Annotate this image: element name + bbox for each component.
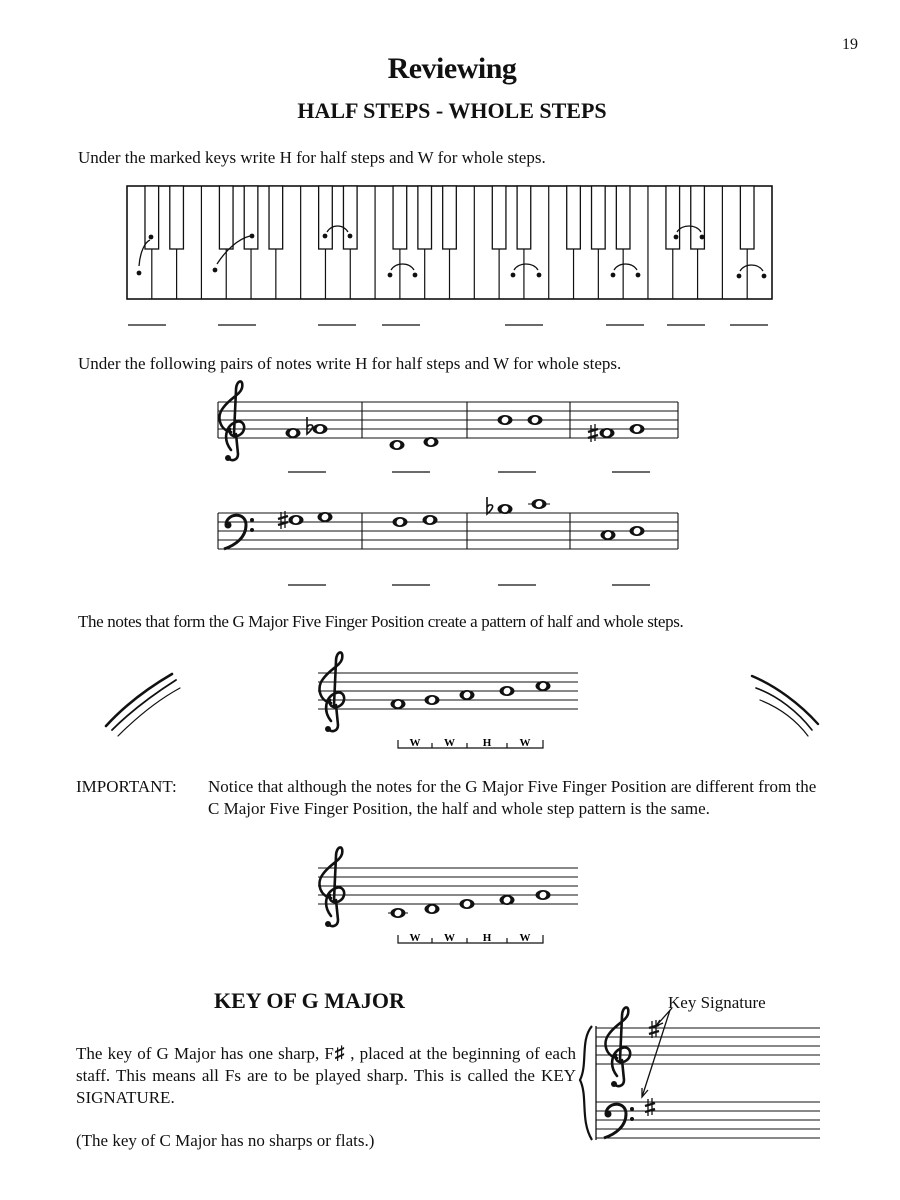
step-label: W	[519, 932, 531, 944]
black-key	[740, 186, 754, 249]
black-key	[319, 186, 333, 249]
step-label: W	[444, 737, 455, 749]
g-major-step-pattern	[398, 737, 543, 749]
key-paragraph-start: The key of G Major has one sharp, F	[76, 1044, 334, 1063]
treble-exercise-staff	[218, 381, 678, 461]
piano-keyboard	[127, 186, 772, 299]
key-paragraph-end: , placed at the beginning of each staff. This means all Fs are to be played sharp. This is called the KEY SIGNATURE.	[76, 1044, 577, 1107]
black-key	[666, 186, 680, 249]
important-text: Notice that although the notes for the G Major Five Finger Position are different from the C Major Five Finger Position, the half and whole step pattern is the same.	[208, 777, 817, 818]
decorative-strokes-right	[752, 676, 818, 736]
black-key	[567, 186, 581, 249]
page-number: 19	[842, 36, 858, 53]
black-key	[343, 186, 357, 249]
black-key	[616, 186, 630, 249]
notes-instruction: Under the following pairs of notes write H for half steps and W for whole steps.	[78, 354, 622, 373]
g-major-instruction: The notes that form the G Major Five Finger Position create a pattern of half and whole steps.	[78, 612, 684, 631]
g-major-position-staff	[318, 652, 578, 732]
black-key	[691, 186, 705, 249]
step-label: W	[409, 737, 421, 749]
sharp-symbol: ♯	[333, 1043, 346, 1064]
key-of-g-major-heading: KEY OF G MAJOR	[214, 988, 405, 1013]
step-label: H	[482, 737, 492, 749]
step-label: W	[409, 932, 421, 944]
page-title: Reviewing	[387, 52, 517, 85]
step-label: W	[519, 737, 531, 749]
black-key	[145, 186, 159, 249]
black-key	[219, 186, 233, 249]
bass-exercise-staff	[218, 497, 678, 549]
c-major-step-pattern	[398, 932, 543, 944]
c-major-position-staff	[318, 847, 578, 927]
black-key	[269, 186, 283, 249]
black-key	[393, 186, 407, 249]
page-subtitle: HALF STEPS - WHOLE STEPS	[297, 98, 607, 123]
c-major-note: (The key of C Major has no sharps or flats.)	[76, 1131, 375, 1150]
black-key	[418, 186, 432, 249]
black-key	[170, 186, 184, 249]
key-signature-label: Key Signature	[668, 993, 766, 1012]
step-label: H	[482, 932, 492, 944]
step-label: W	[444, 932, 455, 944]
decorative-strokes-left	[106, 674, 180, 736]
key-signature-grand-staff	[580, 1007, 820, 1140]
keyboard-instruction: Under the marked keys write H for half steps and W for whole steps.	[78, 148, 546, 167]
black-key	[443, 186, 457, 249]
black-key	[244, 186, 258, 249]
important-label: IMPORTANT:	[76, 777, 177, 796]
black-key	[492, 186, 506, 249]
key-signature-paragraph	[76, 1043, 576, 1109]
black-key	[517, 186, 531, 249]
black-key	[592, 186, 606, 249]
